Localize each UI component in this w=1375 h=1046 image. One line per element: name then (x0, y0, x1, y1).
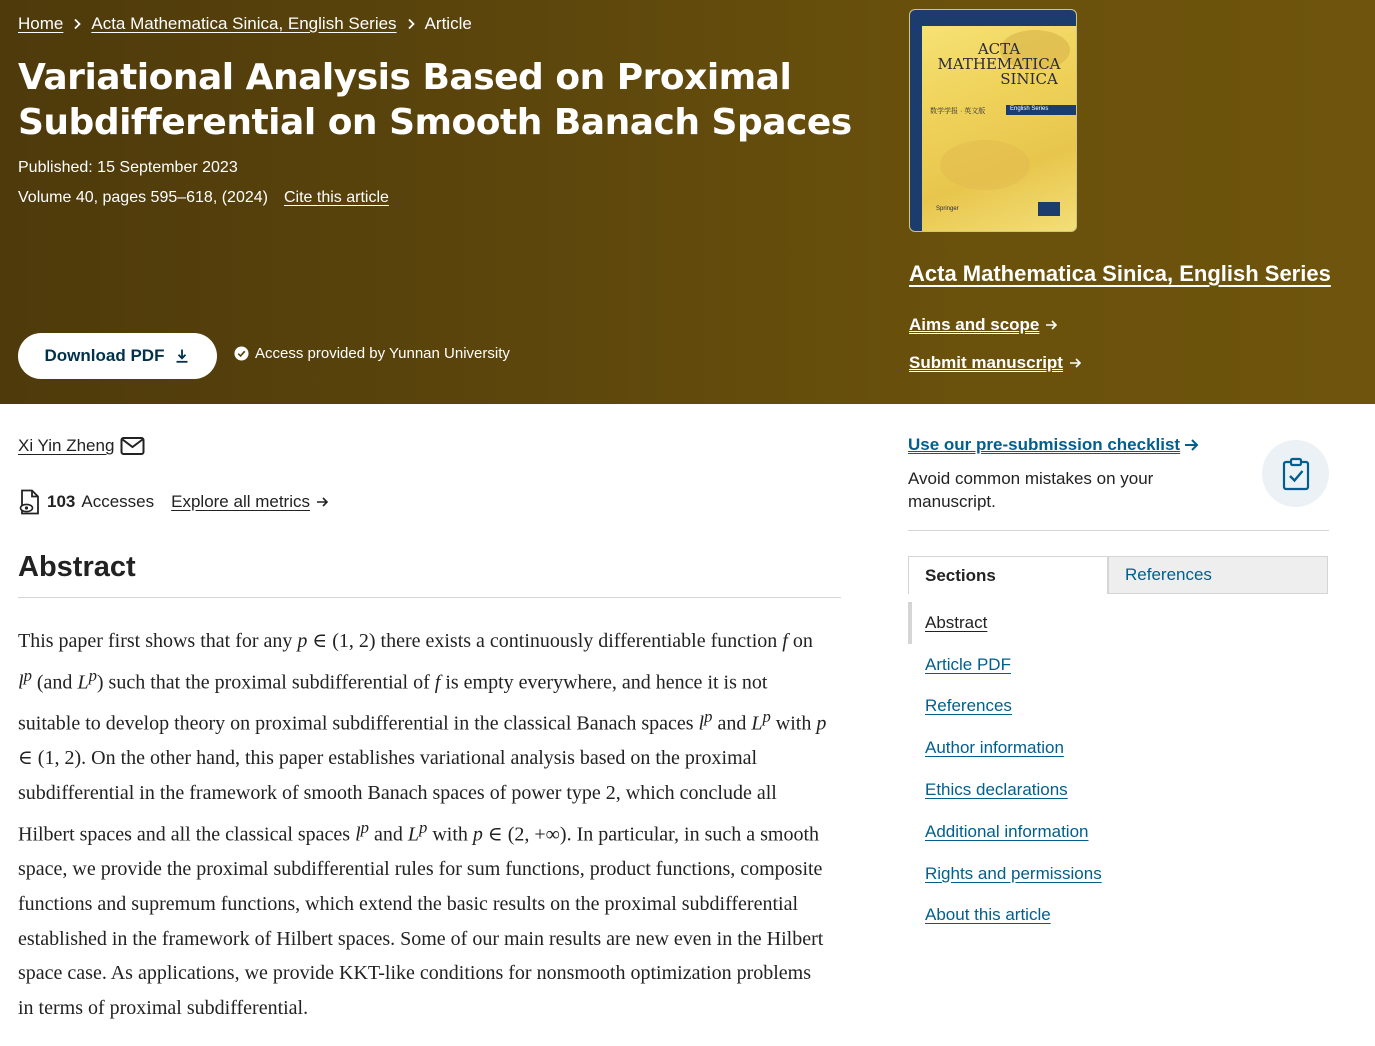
section-link[interactable]: Ethics declarations (925, 780, 1068, 800)
access-notice (234, 345, 510, 362)
journal-title-link[interactable]: Acta Mathematica Sinica, English Series (909, 261, 1331, 286)
section-link[interactable]: Article PDF (925, 654, 1011, 674)
abstract-fragment: ) such that the proximal subdifferential of (96, 671, 435, 694)
cover-side-strip (910, 26, 922, 232)
envelope-icon[interactable] (120, 436, 146, 456)
breadcrumb (18, 12, 472, 36)
access-label: Accesses (81, 492, 155, 511)
section-link[interactable]: Rights and permissions (925, 863, 1102, 883)
abstract-fragment: (and (31, 671, 78, 694)
cover-top-strip (910, 10, 1076, 26)
cover-title (924, 42, 1074, 87)
math-var-f: f (782, 630, 788, 652)
chevron-right-icon (72, 18, 82, 30)
breadcrumb-home-link[interactable]: Home (18, 14, 64, 33)
cover-badge (1038, 202, 1060, 216)
cover-artwork (940, 140, 1030, 190)
document-eye-icon (18, 489, 42, 515)
tab-sections[interactable]: Sections (908, 556, 1108, 594)
section-link[interactable]: Abstract (925, 612, 988, 632)
section-link[interactable]: References (925, 696, 1012, 716)
sidebar-tabs (908, 556, 1328, 594)
abstract-fragment: . In particular, in such a smooth space, we provide the proximal subdifferential rules for sum functions, product functions, composite functions and supremum functions, which extend the basic results on the proximal subdifferential established in the framework of Hilbert spaces. Some of our main results are new even in the Hilbert space case. As applications, we provide KKT-like conditions for nonsmooth optimization problems in terms of proximal subdifferential. (18, 823, 824, 1019)
math-sup-p: p (762, 707, 771, 727)
abstract-range-12: ∈ (1, 2) (18, 747, 82, 770)
abstract-range-2-inf: ∈ (2, +∞) (482, 823, 567, 846)
math-var-L: L (407, 823, 419, 846)
download-icon (174, 348, 190, 364)
abstract-fragment: This paper first shows that for any (18, 630, 298, 652)
math-var-l: l (18, 671, 24, 694)
section-item-about-article[interactable] (908, 895, 1328, 937)
cover-chinese-title: 数学学报 · 英文版 (930, 108, 986, 115)
abstract-fragment: . On the other hand, this paper establishes variational analysis based on the proximal subdifferential in the framework of smooth Banach spaces of power type 2, which conclude all Hilbert spaces and all the classical spaces (18, 747, 777, 846)
download-pdf-button[interactable] (18, 333, 217, 379)
article-header (0, 0, 1375, 404)
download-pdf-label: Download PDF (44, 346, 165, 365)
abstract-fragment: on (787, 630, 813, 652)
section-navigation (908, 602, 1328, 936)
math-var-l: l (355, 823, 361, 846)
clipboard-check-icon (1262, 440, 1329, 507)
section-link[interactable]: Additional information (925, 821, 1089, 841)
section-item-rights-permissions[interactable] (908, 853, 1328, 895)
math-var-p: p (297, 630, 308, 652)
cite-article-link[interactable]: Cite this article (283, 189, 389, 206)
math-var-p: p (472, 823, 483, 846)
section-item-author-information[interactable] (908, 727, 1328, 769)
math-var-p: p (816, 712, 827, 735)
article-title: Variational Analysis Based on Proximal Subdifferential on Smooth Banach Spaces (18, 57, 852, 143)
check-circle-icon (234, 346, 249, 361)
published-date: Published: 15 September 2023 (18, 159, 238, 176)
submit-manuscript-link[interactable] (909, 353, 1082, 373)
cover-series-text: English Series (1010, 106, 1049, 112)
cover-title-line: MATHEMATICA (937, 55, 1061, 73)
cover-title-line: SINICA (1000, 70, 1058, 88)
math-var-L: L (77, 671, 89, 694)
math-var-l: l (698, 712, 705, 735)
journal-cover[interactable] (909, 9, 1077, 232)
section-item-references[interactable] (908, 686, 1328, 728)
section-item-additional-information[interactable] (908, 811, 1328, 853)
abstract-fragment: with (770, 712, 817, 735)
explore-metrics-label: Explore all metrics (171, 492, 310, 511)
access-text: Access provided by Yunnan University (255, 345, 510, 362)
article-metrics (18, 489, 329, 515)
section-link[interactable]: About this article (925, 905, 1051, 925)
abstract-fragment: with (427, 823, 473, 846)
section-item-abstract[interactable] (908, 602, 1328, 644)
checklist-link-label: Use our pre-submission checklist (908, 435, 1181, 454)
explore-metrics-link[interactable] (171, 492, 329, 512)
abstract-fragment: ∈ (1, 2) there exists a continuously differentiable function (307, 630, 783, 652)
math-var-f: f (434, 671, 441, 694)
abstract-heading: Abstract (18, 551, 136, 583)
cover-publisher: Springer (936, 206, 959, 212)
math-var-L: L (751, 712, 763, 735)
author-name-link[interactable]: Xi Yin Zheng (18, 436, 115, 455)
math-sup-p: p (419, 817, 428, 837)
submit-manuscript-label: Submit manuscript (909, 353, 1063, 372)
abstract-text (18, 624, 830, 1026)
volume-pages: Volume 40, pages 595–618, (2024) (18, 189, 268, 206)
arrow-right-icon (316, 496, 329, 508)
math-sup-p: p (88, 665, 97, 685)
section-item-ethics-declarations[interactable] (908, 769, 1328, 811)
cover-title-line: ACTA (977, 40, 1021, 58)
section-item-article-pdf[interactable] (908, 644, 1328, 686)
math-sup-p: p (704, 707, 713, 727)
abstract-fragment: and (712, 712, 752, 735)
breadcrumb-current: Article (424, 14, 472, 33)
checklist-description: Avoid common mistakes on your manuscript. (908, 469, 1154, 511)
divider (908, 530, 1329, 531)
access-count: 103 (47, 492, 76, 511)
abstract-fragment: and (368, 823, 408, 846)
author-line (18, 436, 146, 456)
arrow-right-icon (1069, 357, 1082, 369)
arrow-right-icon (1045, 319, 1058, 331)
abstract-fragment: is empty everywhere, and hence it is not suitable to develop theory on proximal subdifferential in the classical Banach spaces (18, 671, 768, 735)
volume-info (18, 189, 389, 207)
aims-scope-label: Aims and scope (909, 315, 1040, 334)
aims-scope-link[interactable] (909, 315, 1058, 335)
arrow-right-icon (1184, 438, 1199, 452)
chevron-right-icon (406, 18, 416, 30)
section-link[interactable]: Author information (925, 738, 1064, 758)
tab-references[interactable]: References (1108, 556, 1328, 594)
pre-submission-checklist-link[interactable] (908, 435, 1199, 455)
math-sup-p: p (23, 665, 32, 685)
divider (18, 597, 841, 598)
math-sup-p: p (360, 817, 369, 837)
breadcrumb-journal-link[interactable]: Acta Mathematica Sinica, English Series (91, 14, 397, 33)
